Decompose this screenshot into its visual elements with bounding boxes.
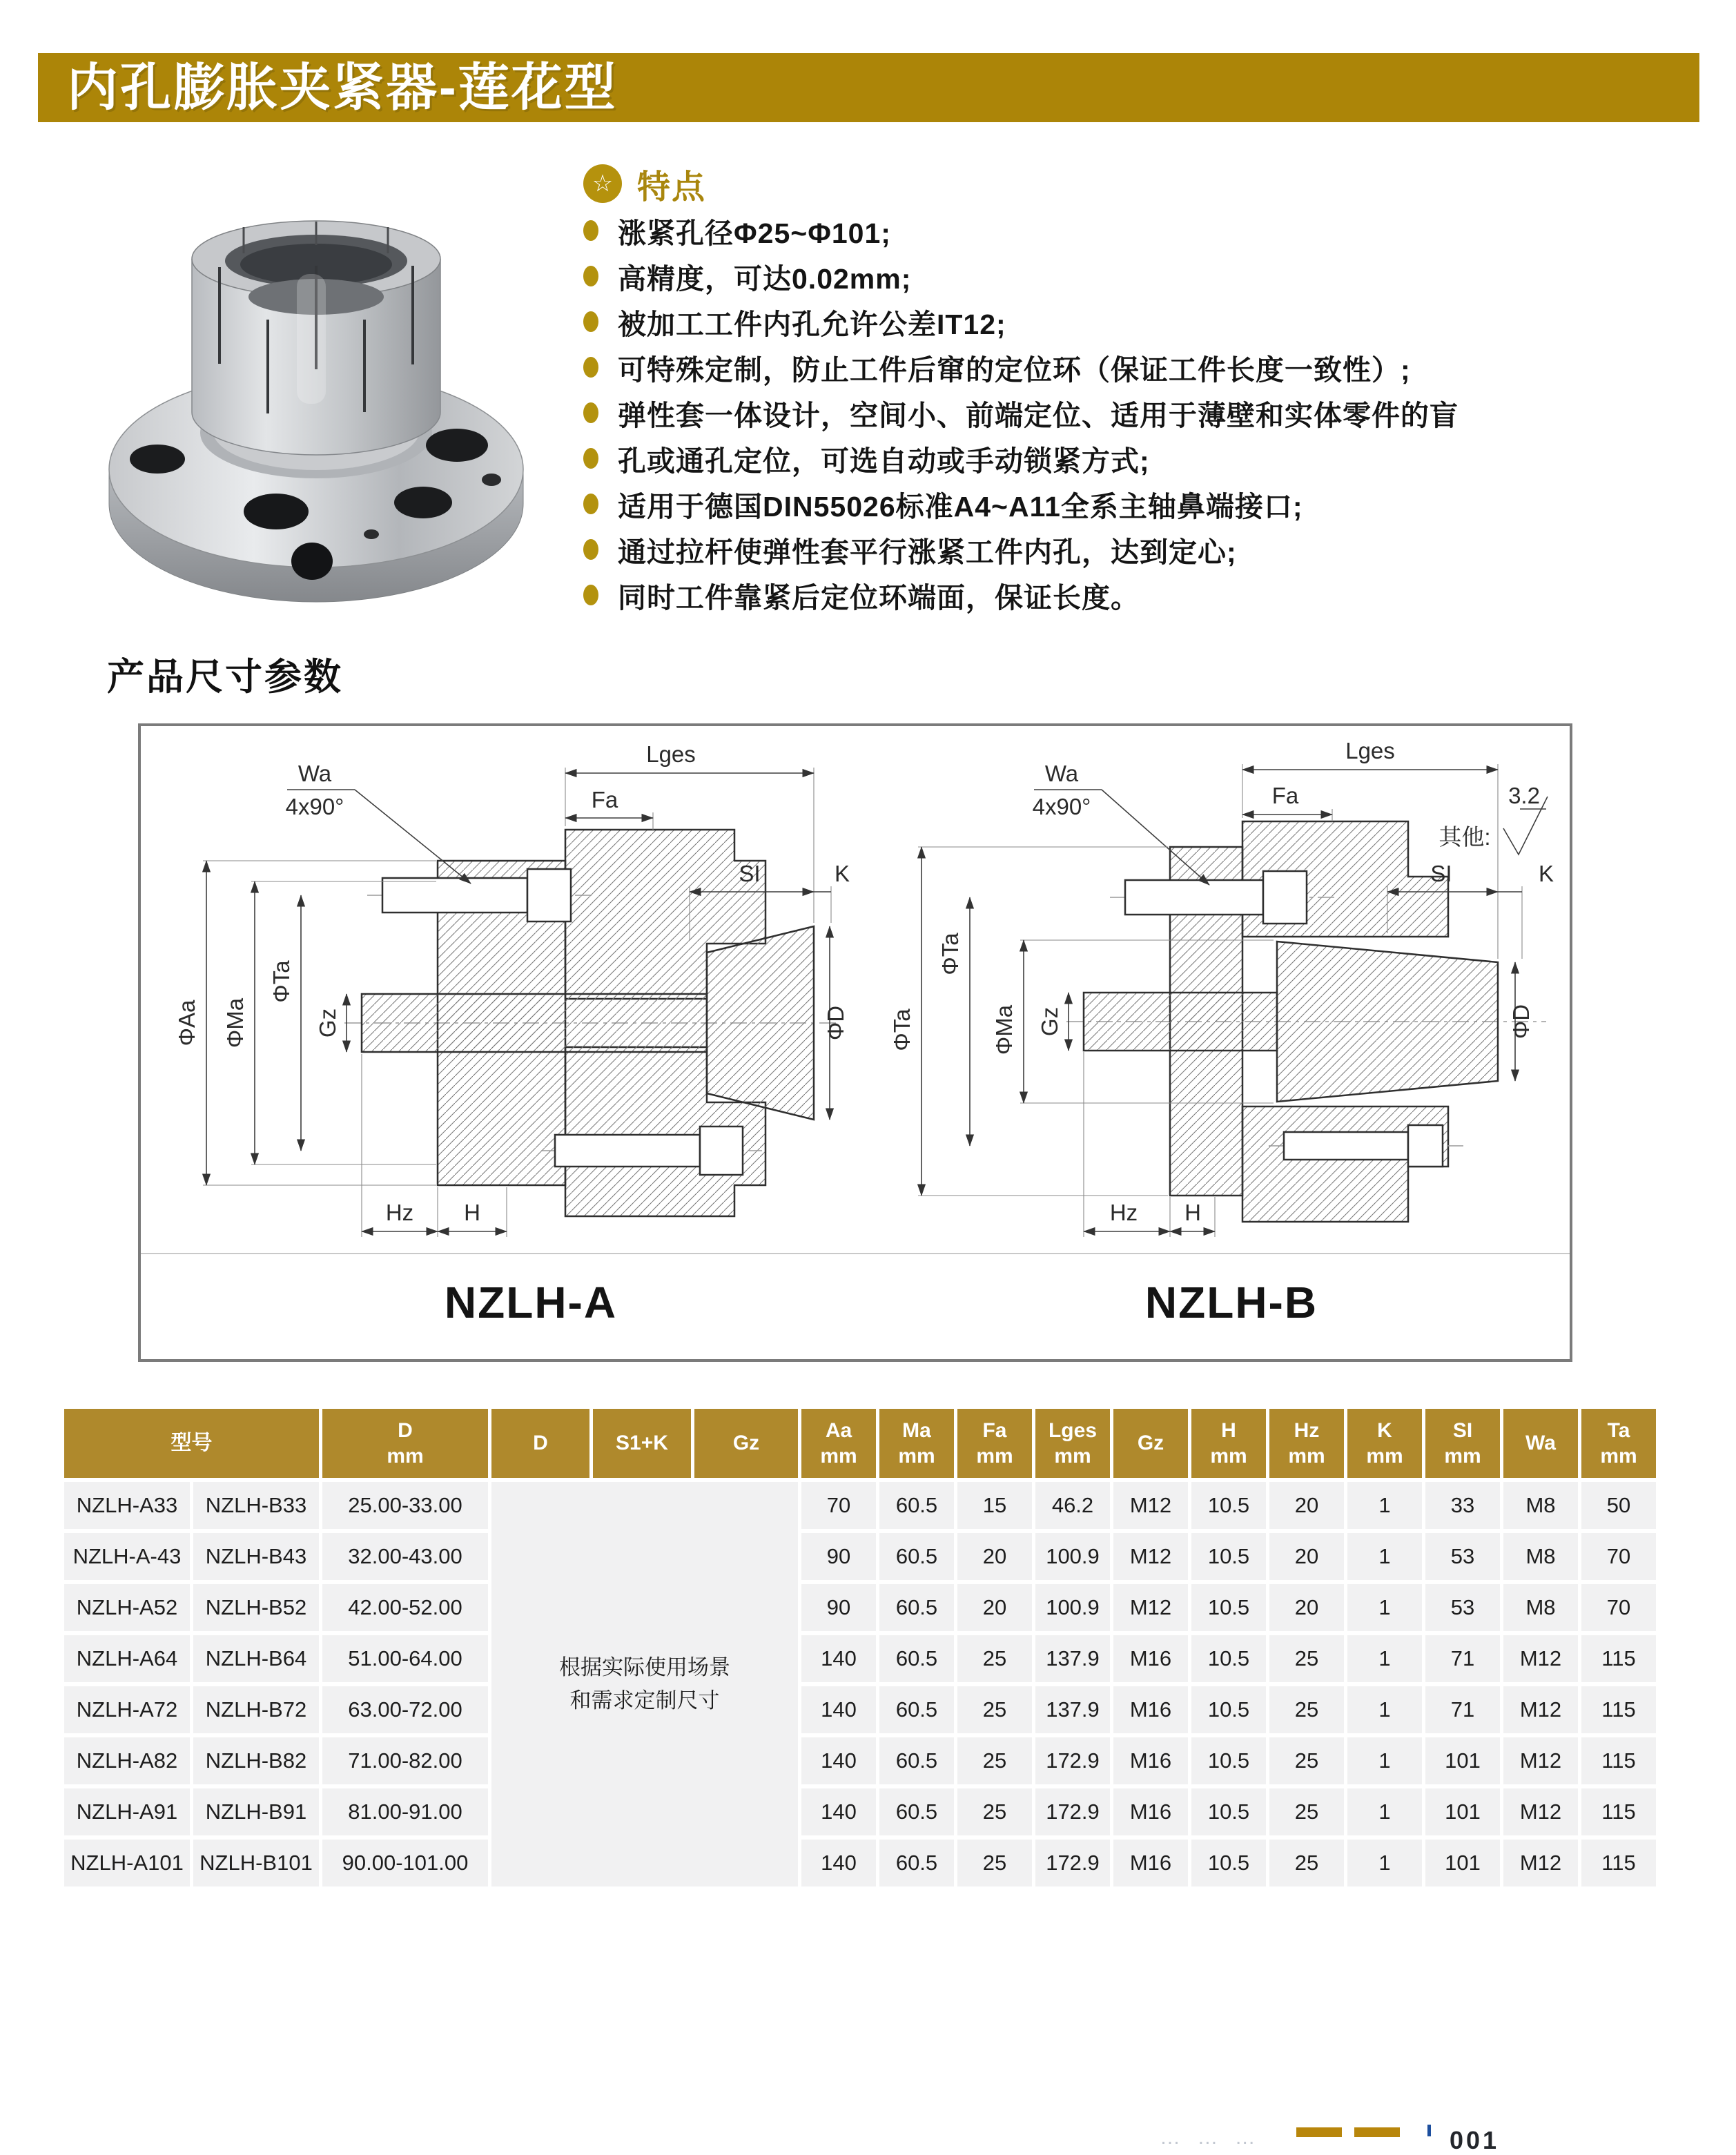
table-cell: 10.5: [1191, 1788, 1266, 1835]
feature-text: 被加工工件内孔允许公差IT12;: [618, 308, 1006, 340]
feature-item: [583, 299, 1729, 344]
table-cell: 1: [1347, 1482, 1422, 1529]
table-cell: 25: [957, 1635, 1032, 1682]
table-cell: 115: [1581, 1635, 1656, 1682]
custom-size-note: 根据实际使用场景 和需求定制尺寸: [491, 1482, 798, 1886]
table-cell: NZLH-B91: [193, 1788, 319, 1835]
features-section: [583, 164, 1729, 618]
table-row: [64, 1840, 1656, 1886]
table-cell: 25: [1269, 1635, 1344, 1682]
dim-label-ma-b: ΦMa: [991, 1004, 1017, 1055]
footer-brand-logo: [1354, 2127, 1400, 2137]
column-header: Gz: [694, 1409, 798, 1478]
column-header-model: 型号: [64, 1409, 319, 1478]
table-cell: 71: [1425, 1635, 1500, 1682]
column-header: Hz mm: [1269, 1409, 1344, 1478]
table-cell: M12: [1113, 1533, 1188, 1580]
table-cell: 20: [1269, 1482, 1344, 1529]
dim-label-gz: Gz: [315, 1008, 340, 1038]
dim-label-h-b: H: [1184, 1200, 1201, 1225]
table-cell: 1: [1347, 1737, 1422, 1784]
dim-label-si: SI: [739, 861, 761, 886]
table-cell: M16: [1113, 1686, 1188, 1733]
section-title-dimensions: 产品尺寸参数: [107, 656, 343, 698]
dimension-drawings-box: [138, 723, 1572, 1362]
table-cell: M12: [1503, 1635, 1578, 1682]
dim-label-d-b: ΦD: [1508, 1004, 1534, 1040]
table-cell: 90: [801, 1533, 876, 1580]
star-icon: ☆: [583, 164, 622, 203]
table-cell: NZLH-A33: [64, 1482, 190, 1529]
table-row: [64, 1788, 1656, 1835]
table-cell: 10.5: [1191, 1737, 1266, 1784]
table-cell: NZLH-B52: [193, 1584, 319, 1631]
table-cell: 42.00-52.00: [322, 1584, 488, 1631]
table-cell: 50: [1581, 1482, 1656, 1529]
table-row: [64, 1482, 1656, 1529]
roughness-other-label: 其他:: [1438, 824, 1491, 850]
table-cell: 70: [801, 1482, 876, 1529]
bullet-icon: [583, 220, 598, 241]
table-cell: 10.5: [1191, 1584, 1266, 1631]
footer-blue-divider: [1427, 2125, 1431, 2136]
table-cell: 60.5: [879, 1840, 954, 1886]
table-cell: 140: [801, 1840, 876, 1886]
table-cell: 10.5: [1191, 1686, 1266, 1733]
feature-item: [583, 208, 1729, 253]
table-cell: 115: [1581, 1840, 1656, 1886]
table-cell: 60.5: [879, 1737, 954, 1784]
footer: [1160, 2125, 1712, 2154]
table-cell: M12: [1503, 1737, 1578, 1784]
feature-item: [583, 481, 1729, 527]
table-cell: 140: [801, 1788, 876, 1835]
table-cell: M12: [1503, 1788, 1578, 1835]
table-cell: 90: [801, 1584, 876, 1631]
table-cell: 115: [1581, 1737, 1656, 1784]
dim-label-ta-b: ΦTa: [937, 933, 963, 975]
table-cell: 20: [1269, 1533, 1344, 1580]
table-cell: M8: [1503, 1482, 1578, 1529]
table-cell: NZLH-A101: [64, 1840, 190, 1886]
dim-label-wa2-b: 4x90°: [1032, 794, 1091, 819]
dim-label-wa: Wa: [298, 761, 332, 786]
table-cell: 25: [957, 1686, 1032, 1733]
bullet-icon: [583, 402, 598, 423]
feature-item: [583, 572, 1729, 618]
bullet-icon: [583, 311, 598, 332]
dim-label-fa: Fa: [591, 787, 618, 812]
column-header: D mm: [322, 1409, 488, 1478]
table-cell: 70: [1581, 1584, 1656, 1631]
table-row: [64, 1737, 1656, 1784]
feature-text: 适用于德国DIN55026标准A4~A11全系主轴鼻端接口;: [618, 490, 1303, 523]
table-cell: 60.5: [879, 1482, 954, 1529]
table-cell: 81.00-91.00: [322, 1788, 488, 1835]
table-cell: 20: [957, 1533, 1032, 1580]
bullet-icon: [583, 357, 598, 378]
features-list: [583, 208, 1729, 618]
table-cell: NZLH-A64: [64, 1635, 190, 1682]
dim-label-aa: ΦAa: [174, 1000, 199, 1046]
table-cell: 15: [957, 1482, 1032, 1529]
table-cell: NZLH-B64: [193, 1635, 319, 1682]
table-cell: 20: [957, 1584, 1032, 1631]
table-row: [64, 1584, 1656, 1631]
table-cell: 70: [1581, 1533, 1656, 1580]
table-cell: 25: [957, 1737, 1032, 1784]
table-cell: M16: [1113, 1737, 1188, 1784]
table-cell: 60.5: [879, 1584, 954, 1631]
product-photo-illustration: [69, 155, 566, 590]
table-cell: 60.5: [879, 1788, 954, 1835]
table-cell: M16: [1113, 1635, 1188, 1682]
column-header: SI mm: [1425, 1409, 1500, 1478]
dim-label-lges: Lges: [646, 741, 696, 767]
table-cell: M8: [1503, 1533, 1578, 1580]
drawing-divider-line: [141, 1253, 1570, 1254]
table-cell: 10.5: [1191, 1482, 1266, 1529]
table-cell: 32.00-43.00: [322, 1533, 488, 1580]
footer-logo-gray: … … …: [1160, 2126, 1261, 2149]
table-cell: 33: [1425, 1482, 1500, 1529]
dim-label-k: K: [834, 861, 850, 886]
feature-text: 涨紧孔径Φ25~Φ101;: [618, 217, 891, 249]
table-cell: 25: [1269, 1788, 1344, 1835]
nzlh-b-drawing: [856, 726, 1571, 1251]
product-photo: [69, 155, 566, 590]
page-title: 内孔膨胀夹紧器-莲花型: [67, 59, 618, 116]
column-header: K mm: [1347, 1409, 1422, 1478]
table-cell: M16: [1113, 1788, 1188, 1835]
table-row: [64, 1533, 1656, 1580]
table-cell: 10.5: [1191, 1635, 1266, 1682]
table-cell: M12: [1503, 1840, 1578, 1886]
table-cell: 46.2: [1035, 1482, 1110, 1529]
dim-label-ta-outer-b: ΦTa: [889, 1008, 915, 1051]
footer-page-number: 001: [1450, 2126, 1500, 2154]
dim-label-ma: ΦMa: [222, 997, 248, 1049]
table-cell: 172.9: [1035, 1737, 1110, 1784]
table-cell: 115: [1581, 1686, 1656, 1733]
feature-text: 弹性套一体设计，空间小、前端定位、适用于薄壁和实体零件的盲: [618, 399, 1459, 431]
column-header: Ma mm: [879, 1409, 954, 1478]
bullet-icon: [583, 585, 598, 605]
table-cell: 1: [1347, 1635, 1422, 1682]
table-cell: 53: [1425, 1533, 1500, 1580]
feature-item: [583, 253, 1729, 299]
table-cell: 10.5: [1191, 1840, 1266, 1886]
dim-label-wa-b: Wa: [1044, 761, 1079, 786]
bullet-icon: [583, 494, 598, 514]
table-cell: 1: [1347, 1788, 1422, 1835]
dim-label-gz-b: Gz: [1037, 1006, 1062, 1037]
table-cell: NZLH-B33: [193, 1482, 319, 1529]
dim-label-d: ΦD: [823, 1005, 848, 1041]
column-header: S1+K: [593, 1409, 691, 1478]
table-cell: 53: [1425, 1584, 1500, 1631]
table-cell: 172.9: [1035, 1788, 1110, 1835]
nzlh-a-caption: NZLH-A: [444, 1278, 618, 1327]
table-cell: 25: [1269, 1737, 1344, 1784]
roughness-value: 3.2: [1508, 783, 1540, 808]
column-header: Wa: [1503, 1409, 1578, 1478]
table-row: [64, 1686, 1656, 1733]
feature-item: [583, 390, 1729, 436]
table-cell: M12: [1113, 1584, 1188, 1631]
table-cell: 25: [1269, 1686, 1344, 1733]
table-cell: M8: [1503, 1584, 1578, 1631]
table-cell: 71.00-82.00: [322, 1737, 488, 1784]
column-header: Gz: [1113, 1409, 1188, 1478]
table-cell: NZLH-A91: [64, 1788, 190, 1835]
feature-text: 孔或通孔定位，可选自动或手动锁紧方式;: [618, 445, 1150, 477]
table-cell: 25: [957, 1840, 1032, 1886]
table-row: [64, 1635, 1656, 1682]
title-bar: [38, 53, 1699, 122]
table-cell: M12: [1113, 1482, 1188, 1529]
dim-label-hz: Hz: [385, 1200, 414, 1225]
table-cell: 63.00-72.00: [322, 1686, 488, 1733]
dim-label-h: H: [464, 1200, 480, 1225]
footer-brand-logo: [1296, 2127, 1342, 2137]
bullet-icon: [583, 448, 598, 469]
dim-label-si-b: SI: [1430, 861, 1452, 886]
dim-label-k-b: K: [1538, 861, 1554, 886]
table-cell: NZLH-B43: [193, 1533, 319, 1580]
table-cell: NZLH-A82: [64, 1737, 190, 1784]
table-cell: 101: [1425, 1840, 1500, 1886]
spec-table: [61, 1405, 1659, 1891]
features-title: 特点: [637, 168, 707, 206]
table-cell: 60.5: [879, 1635, 954, 1682]
table-cell: 140: [801, 1737, 876, 1784]
table-cell: 115: [1581, 1788, 1656, 1835]
bullet-icon: [583, 266, 598, 286]
table-cell: 20: [1269, 1584, 1344, 1631]
table-cell: 1: [1347, 1584, 1422, 1631]
table-cell: M12: [1503, 1686, 1578, 1733]
table-cell: 90.00-101.00: [322, 1840, 488, 1886]
table-cell: 137.9: [1035, 1686, 1110, 1733]
table-cell: 60.5: [879, 1686, 954, 1733]
table-cell: NZLH-B72: [193, 1686, 319, 1733]
feature-item: [583, 527, 1729, 572]
table-cell: 1: [1347, 1533, 1422, 1580]
table-cell: 140: [801, 1686, 876, 1733]
table-cell: 51.00-64.00: [322, 1635, 488, 1682]
column-header: Ta mm: [1581, 1409, 1656, 1478]
table-cell: 25: [1269, 1840, 1344, 1886]
table-cell: M16: [1113, 1840, 1188, 1886]
column-header: Lges mm: [1035, 1409, 1110, 1478]
feature-text: 可特殊定制，防止工件后窜的定位环（保证工件长度一致性）;: [618, 353, 1411, 386]
table-cell: 101: [1425, 1788, 1500, 1835]
table-cell: 71: [1425, 1686, 1500, 1733]
table-cell: 172.9: [1035, 1840, 1110, 1886]
feature-item: [583, 344, 1729, 390]
dim-label-hz-b: Hz: [1109, 1200, 1138, 1225]
table-cell: NZLH-B82: [193, 1737, 319, 1784]
table-cell: 137.9: [1035, 1635, 1110, 1682]
column-header: Fa mm: [957, 1409, 1032, 1478]
table-cell: NZLH-A-43: [64, 1533, 190, 1580]
feature-text: 高精度，可达0.02mm;: [618, 262, 912, 295]
table-cell: 25: [957, 1788, 1032, 1835]
column-header: Aa mm: [801, 1409, 876, 1478]
feature-text: 通过拉杆使弹性套平行涨紧工件内孔，达到定心;: [618, 536, 1237, 568]
dim-label-fa-b: Fa: [1271, 783, 1299, 808]
column-header: D: [491, 1409, 589, 1478]
table-cell: 100.9: [1035, 1533, 1110, 1580]
table-cell: 100.9: [1035, 1584, 1110, 1631]
table-cell: 101: [1425, 1737, 1500, 1784]
table-cell: 1: [1347, 1686, 1422, 1733]
dim-label-lges-b: Lges: [1345, 738, 1395, 763]
features-heading: [583, 164, 1729, 204]
table-cell: 25.00-33.00: [322, 1482, 488, 1529]
table-cell: NZLH-B101: [193, 1840, 319, 1886]
bullet-icon: [583, 539, 598, 560]
feature-item: [583, 436, 1729, 481]
nzlh-b-caption: NZLH-B: [1144, 1278, 1318, 1327]
dim-label-ta: ΦTa: [269, 960, 294, 1003]
nzlh-a-drawing: [141, 726, 856, 1251]
table-cell: 60.5: [879, 1533, 954, 1580]
table-cell: 1: [1347, 1840, 1422, 1886]
table-cell: 140: [801, 1635, 876, 1682]
table-cell: NZLH-A52: [64, 1584, 190, 1631]
dim-label-wa2: 4x90°: [285, 794, 344, 819]
table-cell: 10.5: [1191, 1533, 1266, 1580]
table-cell: NZLH-A72: [64, 1686, 190, 1733]
feature-text: 同时工件靠紧后定位环端面，保证长度。: [618, 581, 1140, 614]
table-header-row: [64, 1409, 1656, 1478]
column-header: H mm: [1191, 1409, 1266, 1478]
